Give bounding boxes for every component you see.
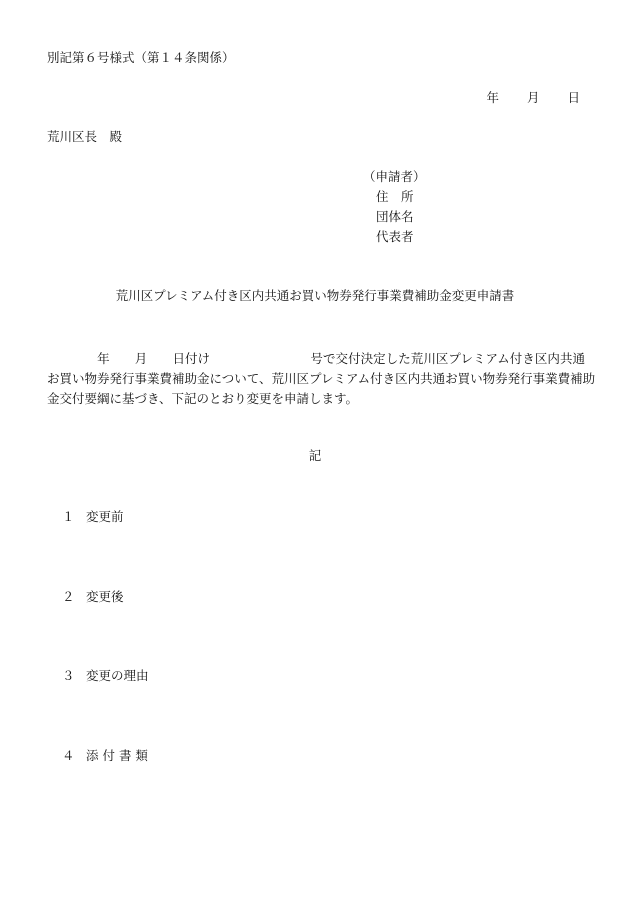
item-label: 変更前 <box>86 509 124 524</box>
item-number: １ <box>62 509 75 524</box>
applicant-heading: （申請者） <box>363 169 426 184</box>
document-title: 荒川区プレミアム付き区内共通お買い物券発行事業費補助金変更申請書 <box>115 288 515 303</box>
item-number: ４ <box>62 748 75 763</box>
item-label: 変更後 <box>86 589 124 604</box>
date-month: 月 <box>526 90 540 105</box>
applicant-address-label: 住 所 <box>376 189 414 204</box>
item-attachments <box>62 750 148 763</box>
applicant-group-label: 団体名 <box>376 209 414 224</box>
item-change-reason <box>62 670 149 683</box>
body-line-1: 年 月 日付け 号で交付決定した荒川区プレミアム付き区内共通 <box>47 351 585 366</box>
item-number: ２ <box>62 589 75 604</box>
item-label: 添 付 書 類 <box>86 748 148 763</box>
body-paragraph <box>47 349 596 409</box>
date-day: 日 <box>567 90 580 105</box>
item-label: 変更の理由 <box>86 668 149 683</box>
body-line-2: お買い物券発行事業費補助金について、荒川区プレミアム付き区内共通お買い物券発行事業費補助 <box>47 371 596 386</box>
item-before-change <box>62 511 124 524</box>
date-line <box>486 92 580 105</box>
form-number: 別記第６号様式（第１４条関係） <box>47 50 235 65</box>
date-year: 年 <box>486 90 499 105</box>
addressee: 荒川区長 殿 <box>47 129 123 144</box>
ki-heading: 記 <box>308 448 322 463</box>
applicant-representative-label: 代表者 <box>376 229 414 244</box>
body-line-3: 金交付要綱に基づき、下記のとおり変更を申請します。 <box>47 391 359 406</box>
item-after-change <box>62 591 124 604</box>
item-number: ３ <box>62 668 75 683</box>
